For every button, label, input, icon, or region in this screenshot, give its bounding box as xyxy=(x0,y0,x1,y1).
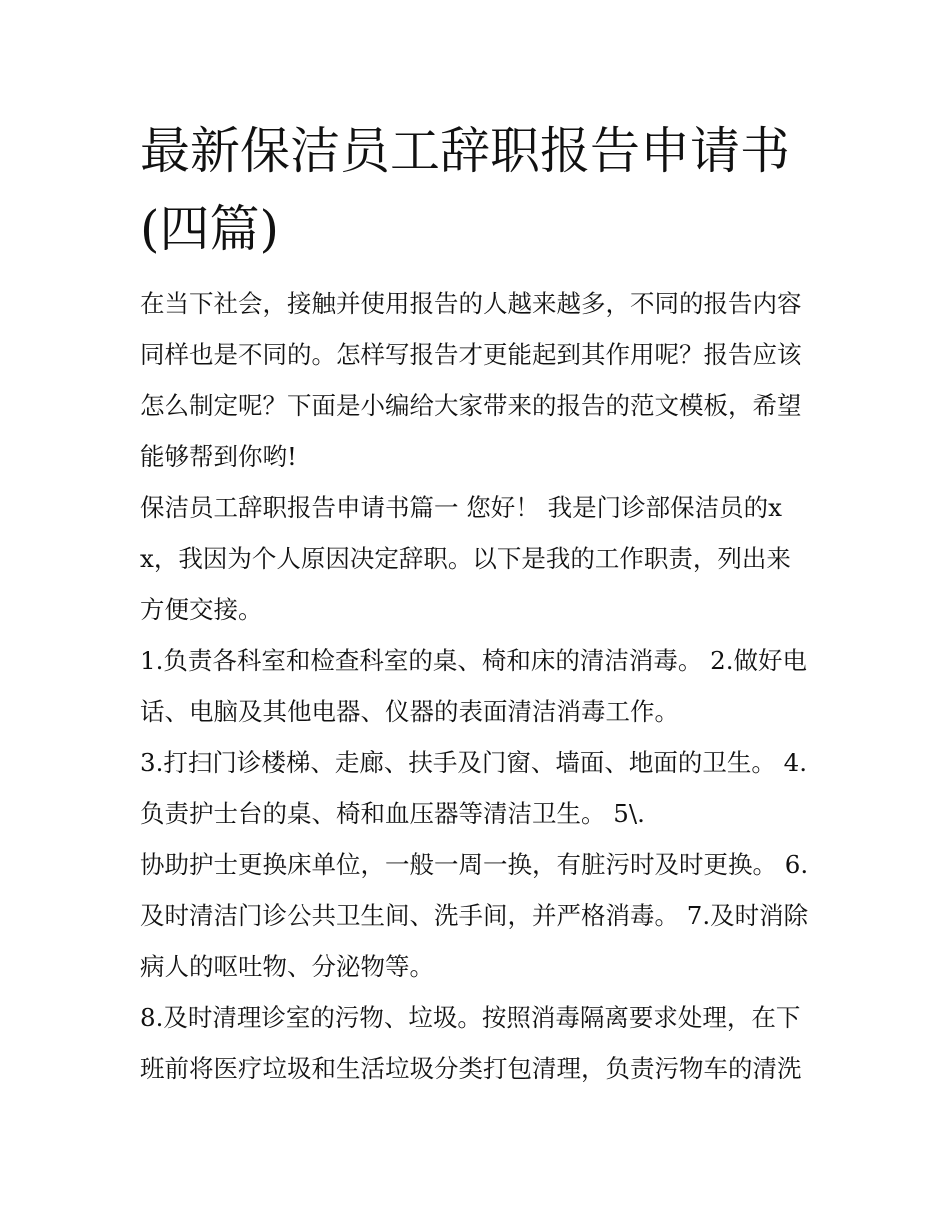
paragraph-duty-8: 8.及时清理诊室的污物、垃圾。按照消毒隔离要求处理，在下班前将医疗垃圾和生活垃圾分类打包清理，负责污物车的清洗 xyxy=(140,1003,802,1083)
paragraph-intro: 在当下社会，接触并使用报告的人越来越多，不同的报告内容同样也是不同的。怎样写报告才更能起到其作用呢？报告应该怎么制定呢？下面是小编给大家带来的报告的范文模板，希望能够帮到你哟! xyxy=(140,289,802,471)
document-body xyxy=(140,278,814,1094)
paragraph-duty-5-7: 协助护士更换床单位，一般一周一换，有脏污时及时更换。 6.及时清洁门诊公共卫生间、洗手间，并严格消毒。 7.及时消除病人的呕吐物、分泌物等。 xyxy=(140,850,809,981)
paragraph-duty-3-5: 3.打扫门诊楼梯、走廊、扶手及门窗、墙面、地面的卫生。 4.负责护士台的桌、椅和血压器等清洁卫生。 5\. xyxy=(140,748,808,828)
document-title: 最新保洁员工辞职报告申请书(四篇) xyxy=(140,122,790,258)
paragraph-greeting: 保洁员工辞职报告申请书篇一 您好！ 我是门诊部保洁员的xx，我因为个人原因决定辞职。以下是我的工作职责，列出来方便交接。 xyxy=(140,493,791,624)
paragraph-duty-1-2: 1.负责各科室和检查科室的桌、椅和床的清洁消毒。 2.做好电话、电脑及其他电器、仪器的表面清洁消毒工作。 xyxy=(140,646,808,726)
